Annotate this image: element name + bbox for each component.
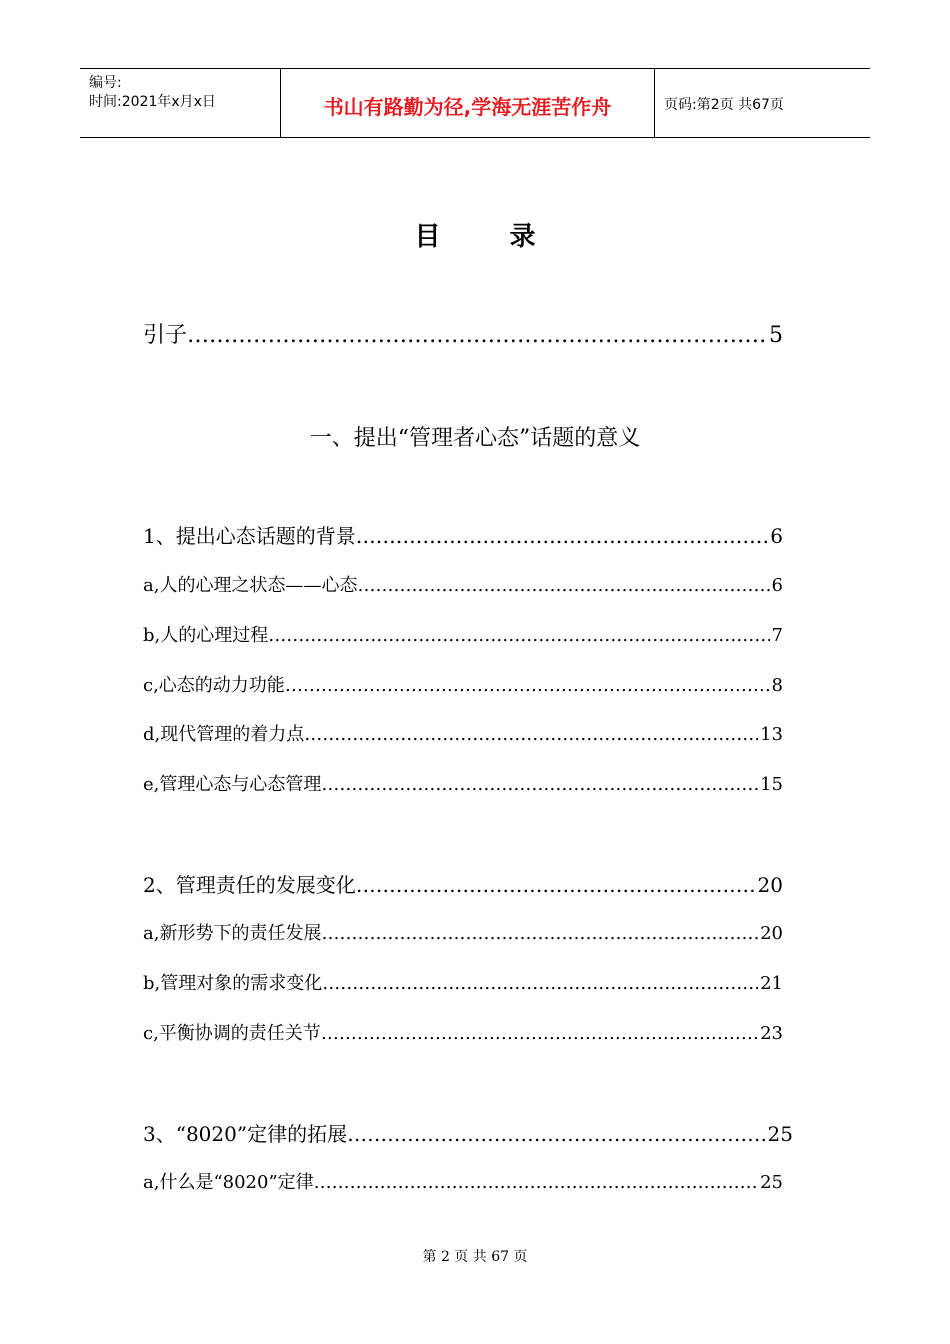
toc-entry-label: 引子: [143, 323, 188, 348]
header-page-cell: [655, 69, 870, 137]
toc-entry[interactable]: [143, 1168, 783, 1194]
toc-leader-dots: [187, 323, 767, 348]
toc-entry-label: d,现代管理的着力点: [143, 724, 305, 745]
toc-entry[interactable]: [143, 621, 783, 647]
toc-entry-intro[interactable]: [143, 318, 783, 349]
toc-entry-page: 25: [760, 1172, 783, 1193]
toc-entry-page: 13: [760, 724, 783, 745]
toc-entry-heading[interactable]: [143, 520, 783, 549]
toc-leader-dots: [321, 1023, 758, 1044]
toc-entry-page: 5: [769, 323, 783, 348]
toc-title: 目 录: [414, 222, 566, 252]
toc-entry-page: 6: [770, 524, 783, 548]
toc-entry-label: a,人的心理之状态——心态: [143, 575, 358, 596]
toc-entry-label: c,心态的动力功能: [143, 675, 285, 696]
toc-entry-label: b,人的心理过程: [143, 625, 269, 646]
header-page-info: 页码:第2页 共67页: [664, 97, 784, 113]
section-heading: 一、提出“管理者心态”话题的意义: [309, 426, 641, 451]
toc-entry-page: 20: [760, 923, 783, 944]
toc-entry-label: 1、提出心态话题的背景: [143, 524, 356, 548]
page-header: [80, 68, 870, 138]
toc-entry-page: 15: [760, 774, 783, 795]
header-motto-cell: [281, 69, 655, 137]
toc-entry[interactable]: [143, 671, 783, 697]
toc-entry-label: b,管理对象的需求变化: [143, 973, 323, 994]
toc-leader-dots: [347, 1122, 765, 1146]
toc-leader-dots: [268, 625, 769, 646]
toc-leader-dots: [321, 774, 758, 795]
toc-entry-label: a,什么是“8020”定律: [143, 1172, 314, 1193]
toc-leader-dots: [314, 1172, 758, 1193]
toc-entry[interactable]: [143, 1019, 783, 1045]
toc-entry-heading[interactable]: [143, 1118, 793, 1147]
toc-entry-page: 6: [771, 575, 783, 596]
toc-entry-page: 7: [771, 625, 783, 646]
toc-entry-label: 2、管理责任的发展变化: [143, 873, 356, 897]
toc-leader-dots: [304, 724, 758, 745]
toc-leader-dots: [356, 524, 769, 548]
toc-entry[interactable]: [143, 720, 783, 746]
page-footer: 第 2 页 共 67 页: [422, 1249, 528, 1265]
toc-entry[interactable]: [143, 770, 783, 796]
toc-leader-dots: [322, 973, 758, 994]
toc-entry[interactable]: [143, 969, 783, 995]
header-date-label: 时间:2021年x月x日: [89, 94, 216, 110]
toc-entry[interactable]: [143, 571, 783, 597]
header-motto: 书山有路勤为径,学海无涯苦作舟: [323, 95, 612, 119]
toc-leader-dots: [321, 923, 758, 944]
toc-entry-label: c,平衡协调的责任关节: [143, 1023, 321, 1044]
toc-entry-page: 25: [767, 1122, 793, 1146]
toc-entry-label: e,管理心态与心态管理: [143, 774, 322, 795]
header-code-label: 编号:: [89, 75, 122, 91]
toc-leader-dots: [285, 675, 770, 696]
toc-entry-page: 23: [760, 1023, 783, 1044]
toc-entry-page: 20: [757, 873, 783, 897]
header-meta-cell: [80, 69, 281, 137]
toc-leader-dots: [356, 873, 756, 897]
toc-entry[interactable]: [143, 919, 783, 945]
toc-entry-label: a,新形势下的责任发展: [143, 923, 322, 944]
toc-entry-page: 8: [771, 675, 783, 696]
toc-leader-dots: [357, 575, 769, 596]
toc-entry-heading[interactable]: [143, 869, 783, 898]
toc-entry-label: 3、“8020”定律的拓展: [143, 1122, 348, 1146]
toc-entry-page: 21: [760, 973, 783, 994]
